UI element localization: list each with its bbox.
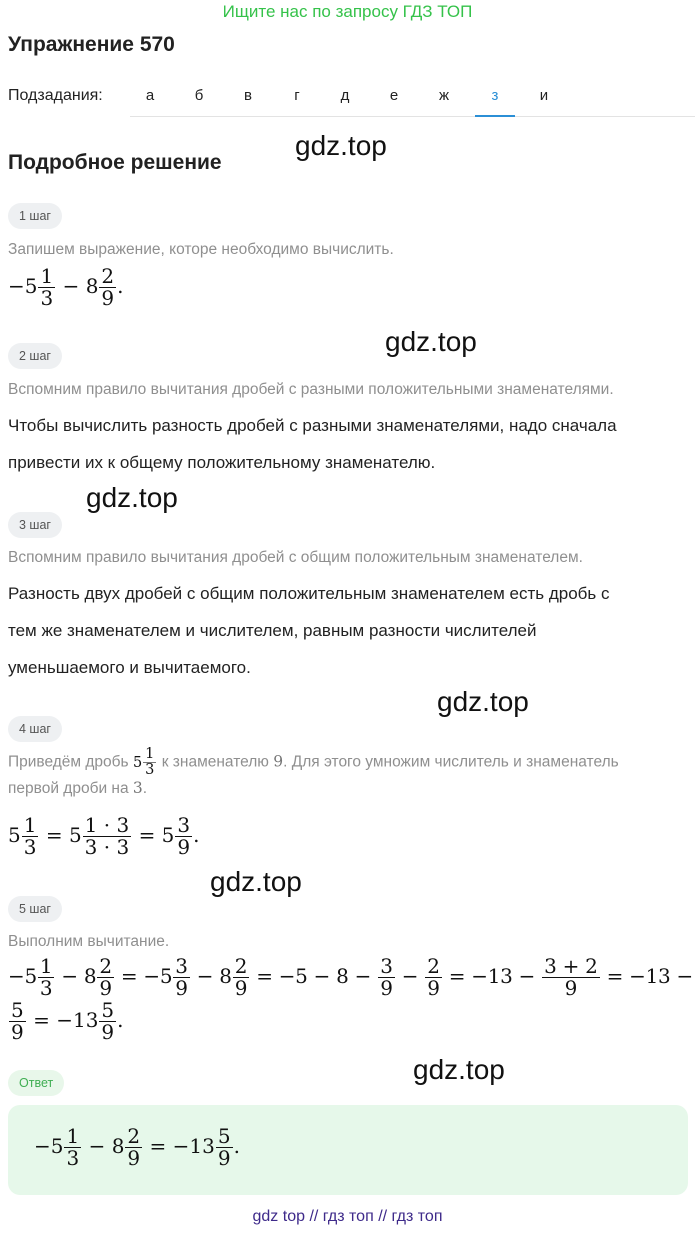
- step-badge: 1 шаг: [8, 203, 62, 229]
- step-expression-line1: [8, 956, 693, 999]
- math-term: = −13 −: [448, 964, 536, 988]
- denominator: 9: [175, 976, 188, 1000]
- subtasks-tabs: [130, 78, 695, 117]
- math-term: − 8: [62, 274, 99, 298]
- tab-a[interactable]: а: [145, 87, 155, 104]
- watermark: gdz.top: [413, 1054, 505, 1085]
- answer-badge: Ответ: [8, 1070, 64, 1096]
- math-term: = −13: [149, 1134, 215, 1158]
- denominator: 3: [66, 1146, 80, 1170]
- hint-text: Приведём дробь: [8, 753, 133, 771]
- fraction: [99, 266, 116, 309]
- numerator: 1: [145, 746, 155, 762]
- hint-text: первой дроби на: [8, 780, 133, 798]
- hint-text: . Для этого умножим числитель и знаменатель: [283, 753, 619, 771]
- math-term: = −13: [33, 1008, 99, 1032]
- footer-separator: //: [309, 1208, 319, 1225]
- inline-math: [132, 746, 157, 779]
- hint-text: к знаменателю: [157, 753, 274, 771]
- tab-v[interactable]: в: [244, 87, 252, 104]
- step-expression: [8, 815, 200, 858]
- solution-heading: Подробное решение: [8, 151, 222, 174]
- numerator: 5: [11, 998, 24, 1022]
- denominator: 9: [380, 976, 393, 1000]
- math-term: = −5: [120, 964, 173, 988]
- math-term: = −13 −: [606, 964, 693, 988]
- step-badge: 5 шаг: [8, 896, 62, 922]
- search-banner: Ищите нас по запросу ГДЗ ТОП: [222, 2, 473, 21]
- step-hint: [8, 747, 688, 801]
- step-hint: Вспомним правило вычитания дробей с общим положительным знаменателем.: [8, 549, 583, 566]
- fraction: [143, 747, 156, 778]
- inline-math: 9: [273, 752, 284, 771]
- numerator: 1 · 3: [84, 813, 130, 837]
- numerator: 3: [177, 813, 191, 837]
- denominator: 3: [145, 762, 155, 779]
- fraction: [22, 815, 39, 858]
- fraction: [99, 1000, 116, 1043]
- numerator: 2: [127, 1124, 141, 1148]
- math-term: − 8: [88, 1134, 125, 1158]
- denominator: 9: [217, 1146, 231, 1170]
- math-term: −5: [8, 964, 37, 988]
- denominator: 9: [177, 835, 191, 859]
- math-term: = 5: [138, 823, 175, 847]
- fraction: [216, 1126, 233, 1169]
- tab-zh[interactable]: ж: [438, 87, 450, 104]
- text-line: Чтобы вычислить разность дробей с разными знаменателями, надо сначала: [8, 416, 617, 435]
- numerator: 5: [217, 1124, 231, 1148]
- step-expression: [8, 266, 124, 309]
- numerator: 2: [101, 264, 115, 288]
- denominator: 9: [127, 1146, 141, 1170]
- math-term: .: [233, 1134, 240, 1158]
- denominator: 9: [11, 1020, 24, 1044]
- math-term: .: [117, 1008, 124, 1032]
- math-term: −: [401, 964, 419, 988]
- math-term: − 8: [61, 964, 97, 988]
- fraction: [83, 815, 132, 858]
- watermark: gdz.top: [385, 326, 477, 357]
- answer-expression: [34, 1126, 240, 1169]
- fraction: [38, 956, 54, 999]
- tab-e[interactable]: е: [389, 87, 399, 104]
- text-line: Разность двух дробей с общим положительным знаменателем есть дробь с: [8, 584, 610, 603]
- tab-i[interactable]: и: [539, 87, 549, 104]
- denominator: 9: [542, 977, 599, 999]
- subtasks-label: Подзадания:: [8, 87, 103, 104]
- numerator: 5: [101, 998, 115, 1022]
- fraction: [175, 815, 192, 858]
- footer-separator: //: [378, 1208, 388, 1225]
- watermark: gdz.top: [295, 130, 387, 161]
- denominator: 9: [101, 1020, 115, 1044]
- denominator: 9: [101, 286, 115, 310]
- fraction: [64, 1126, 81, 1169]
- fraction: [425, 956, 441, 999]
- math-term: 5: [132, 754, 143, 771]
- fraction: [9, 1000, 26, 1043]
- denominator: 9: [427, 976, 440, 1000]
- footer-link[interactable]: гдз топ: [391, 1208, 443, 1225]
- numerator: 2: [427, 954, 440, 978]
- numerator: 1: [39, 954, 53, 978]
- footer-link[interactable]: гдз топ: [322, 1208, 374, 1225]
- hint-text: .: [142, 780, 148, 798]
- math-term: = 5: [45, 823, 82, 847]
- step-text: [8, 407, 688, 481]
- denominator: 3 · 3: [84, 835, 130, 859]
- math-term: .: [117, 274, 124, 298]
- denominator: 9: [99, 976, 112, 1000]
- fraction: [173, 956, 189, 999]
- numerator: 2: [99, 954, 112, 978]
- numerator: 1: [66, 1124, 80, 1148]
- step-badge: 2 шаг: [8, 343, 62, 369]
- fraction: [97, 956, 113, 999]
- step-text: [8, 575, 688, 686]
- math-term: = −5 − 8 −: [256, 964, 372, 988]
- step-hint: Вспомним правило вычитания дробей с разными положительными знаменателями.: [8, 381, 614, 398]
- footer-links: [0, 1208, 695, 1226]
- math-term: − 8: [196, 964, 232, 988]
- math-term: .: [193, 823, 200, 847]
- numerator: 3 + 2: [544, 954, 598, 978]
- fraction: [233, 956, 249, 999]
- fraction: [38, 266, 55, 309]
- watermark: gdz.top: [437, 686, 529, 717]
- denominator: 9: [234, 976, 248, 1000]
- step-badge: 4 шаг: [8, 716, 62, 742]
- denominator: 3: [40, 286, 54, 310]
- math-term: −5: [8, 274, 38, 298]
- text-line: уменьшаемого и вычитаемого.: [8, 658, 251, 677]
- tab-b[interactable]: б: [194, 87, 204, 104]
- numerator: 1: [23, 813, 37, 837]
- tab-z-active[interactable]: з: [475, 78, 515, 117]
- page-title: Упражнение 570: [8, 33, 175, 56]
- text-line: тем же знаменателем и числителем, равным разности числителей: [8, 621, 537, 640]
- numerator: 3: [380, 954, 393, 978]
- step-hint: Запишем выражение, которе необходимо вычислить.: [8, 241, 394, 258]
- text-line: привести их к общему положительному знаменателю.: [8, 453, 436, 472]
- math-term: 5: [8, 823, 21, 847]
- numerator: 3: [175, 954, 188, 978]
- fraction: [378, 956, 394, 999]
- watermark: gdz.top: [210, 866, 302, 897]
- numerator: 2: [234, 954, 248, 978]
- tab-g[interactable]: г: [294, 87, 300, 104]
- step-badge: 3 шаг: [8, 512, 62, 538]
- denominator: 3: [39, 976, 53, 1000]
- inline-math: 3: [132, 779, 143, 798]
- footer-link[interactable]: gdz top: [252, 1208, 305, 1225]
- tab-d[interactable]: д: [340, 87, 350, 104]
- fraction: [125, 1126, 142, 1169]
- step-hint: Выполним вычитание.: [8, 933, 170, 950]
- fraction: [542, 956, 599, 999]
- watermark: gdz.top: [86, 482, 178, 513]
- numerator: 1: [40, 264, 54, 288]
- denominator: 3: [23, 835, 37, 859]
- step-expression-line2: [8, 1000, 124, 1043]
- math-term: −5: [34, 1134, 64, 1158]
